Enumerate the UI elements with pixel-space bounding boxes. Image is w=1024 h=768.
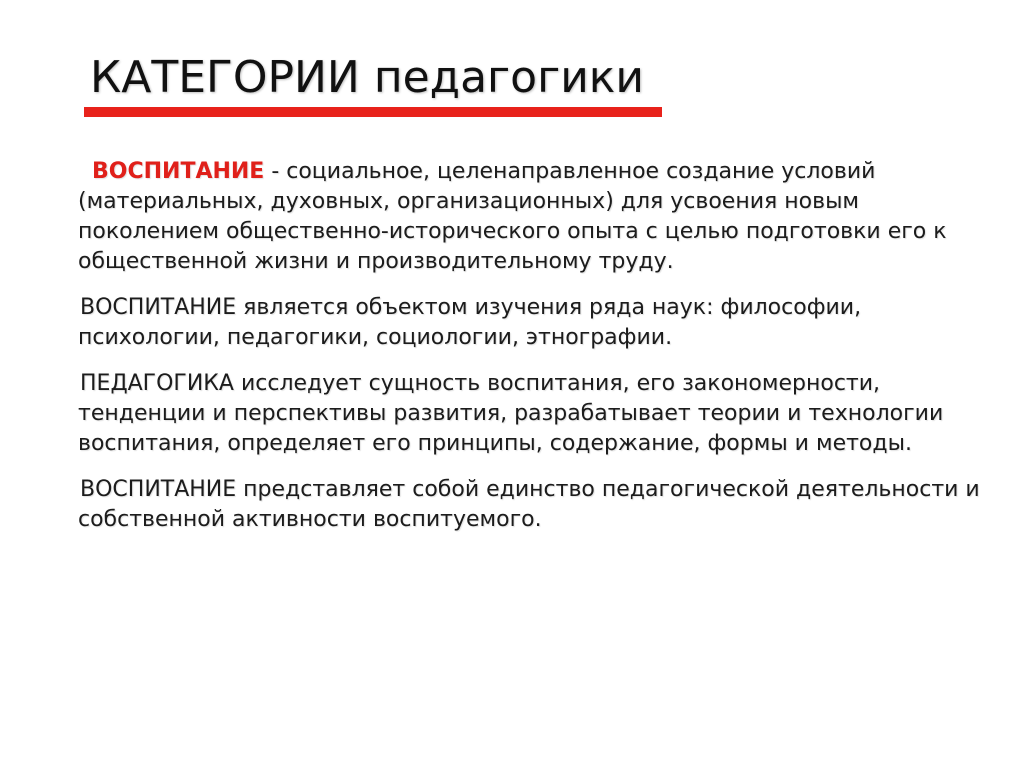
paragraph-pedagogy: ПЕДАГОГИКА исследует сущность воспитания, его закономерности, тенденции и перспективы развития, разрабатывает теории и технологии воспитания, определяет его принципы, содержание, формы и методы. <box>78 371 944 456</box>
slide-title: КАТЕГОРИИ педагогики <box>90 52 644 103</box>
definition-text: - социальное, целенаправленное создание условий (материальных, духовных, организационных) для усвоения новым поколением общественно-исторического опыта с целью подготовки его к общественной жизни и производительному труду. <box>78 159 947 274</box>
paragraph-object-of-study: ВОСПИТАНИЕ является объектом изучения ряда наук: философии, психологии, педагогики, социологии, этнографии. <box>78 295 862 350</box>
slide-body <box>78 157 998 551</box>
paragraph-unity: ВОСПИТАНИЕ представляет собой единство педагогической деятельности и собственной активности воспитуемого. <box>78 477 980 532</box>
paragraph-definition <box>78 157 998 277</box>
title-underline <box>84 107 662 117</box>
term-vospitanie: ВОСПИТАНИЕ <box>92 159 265 184</box>
